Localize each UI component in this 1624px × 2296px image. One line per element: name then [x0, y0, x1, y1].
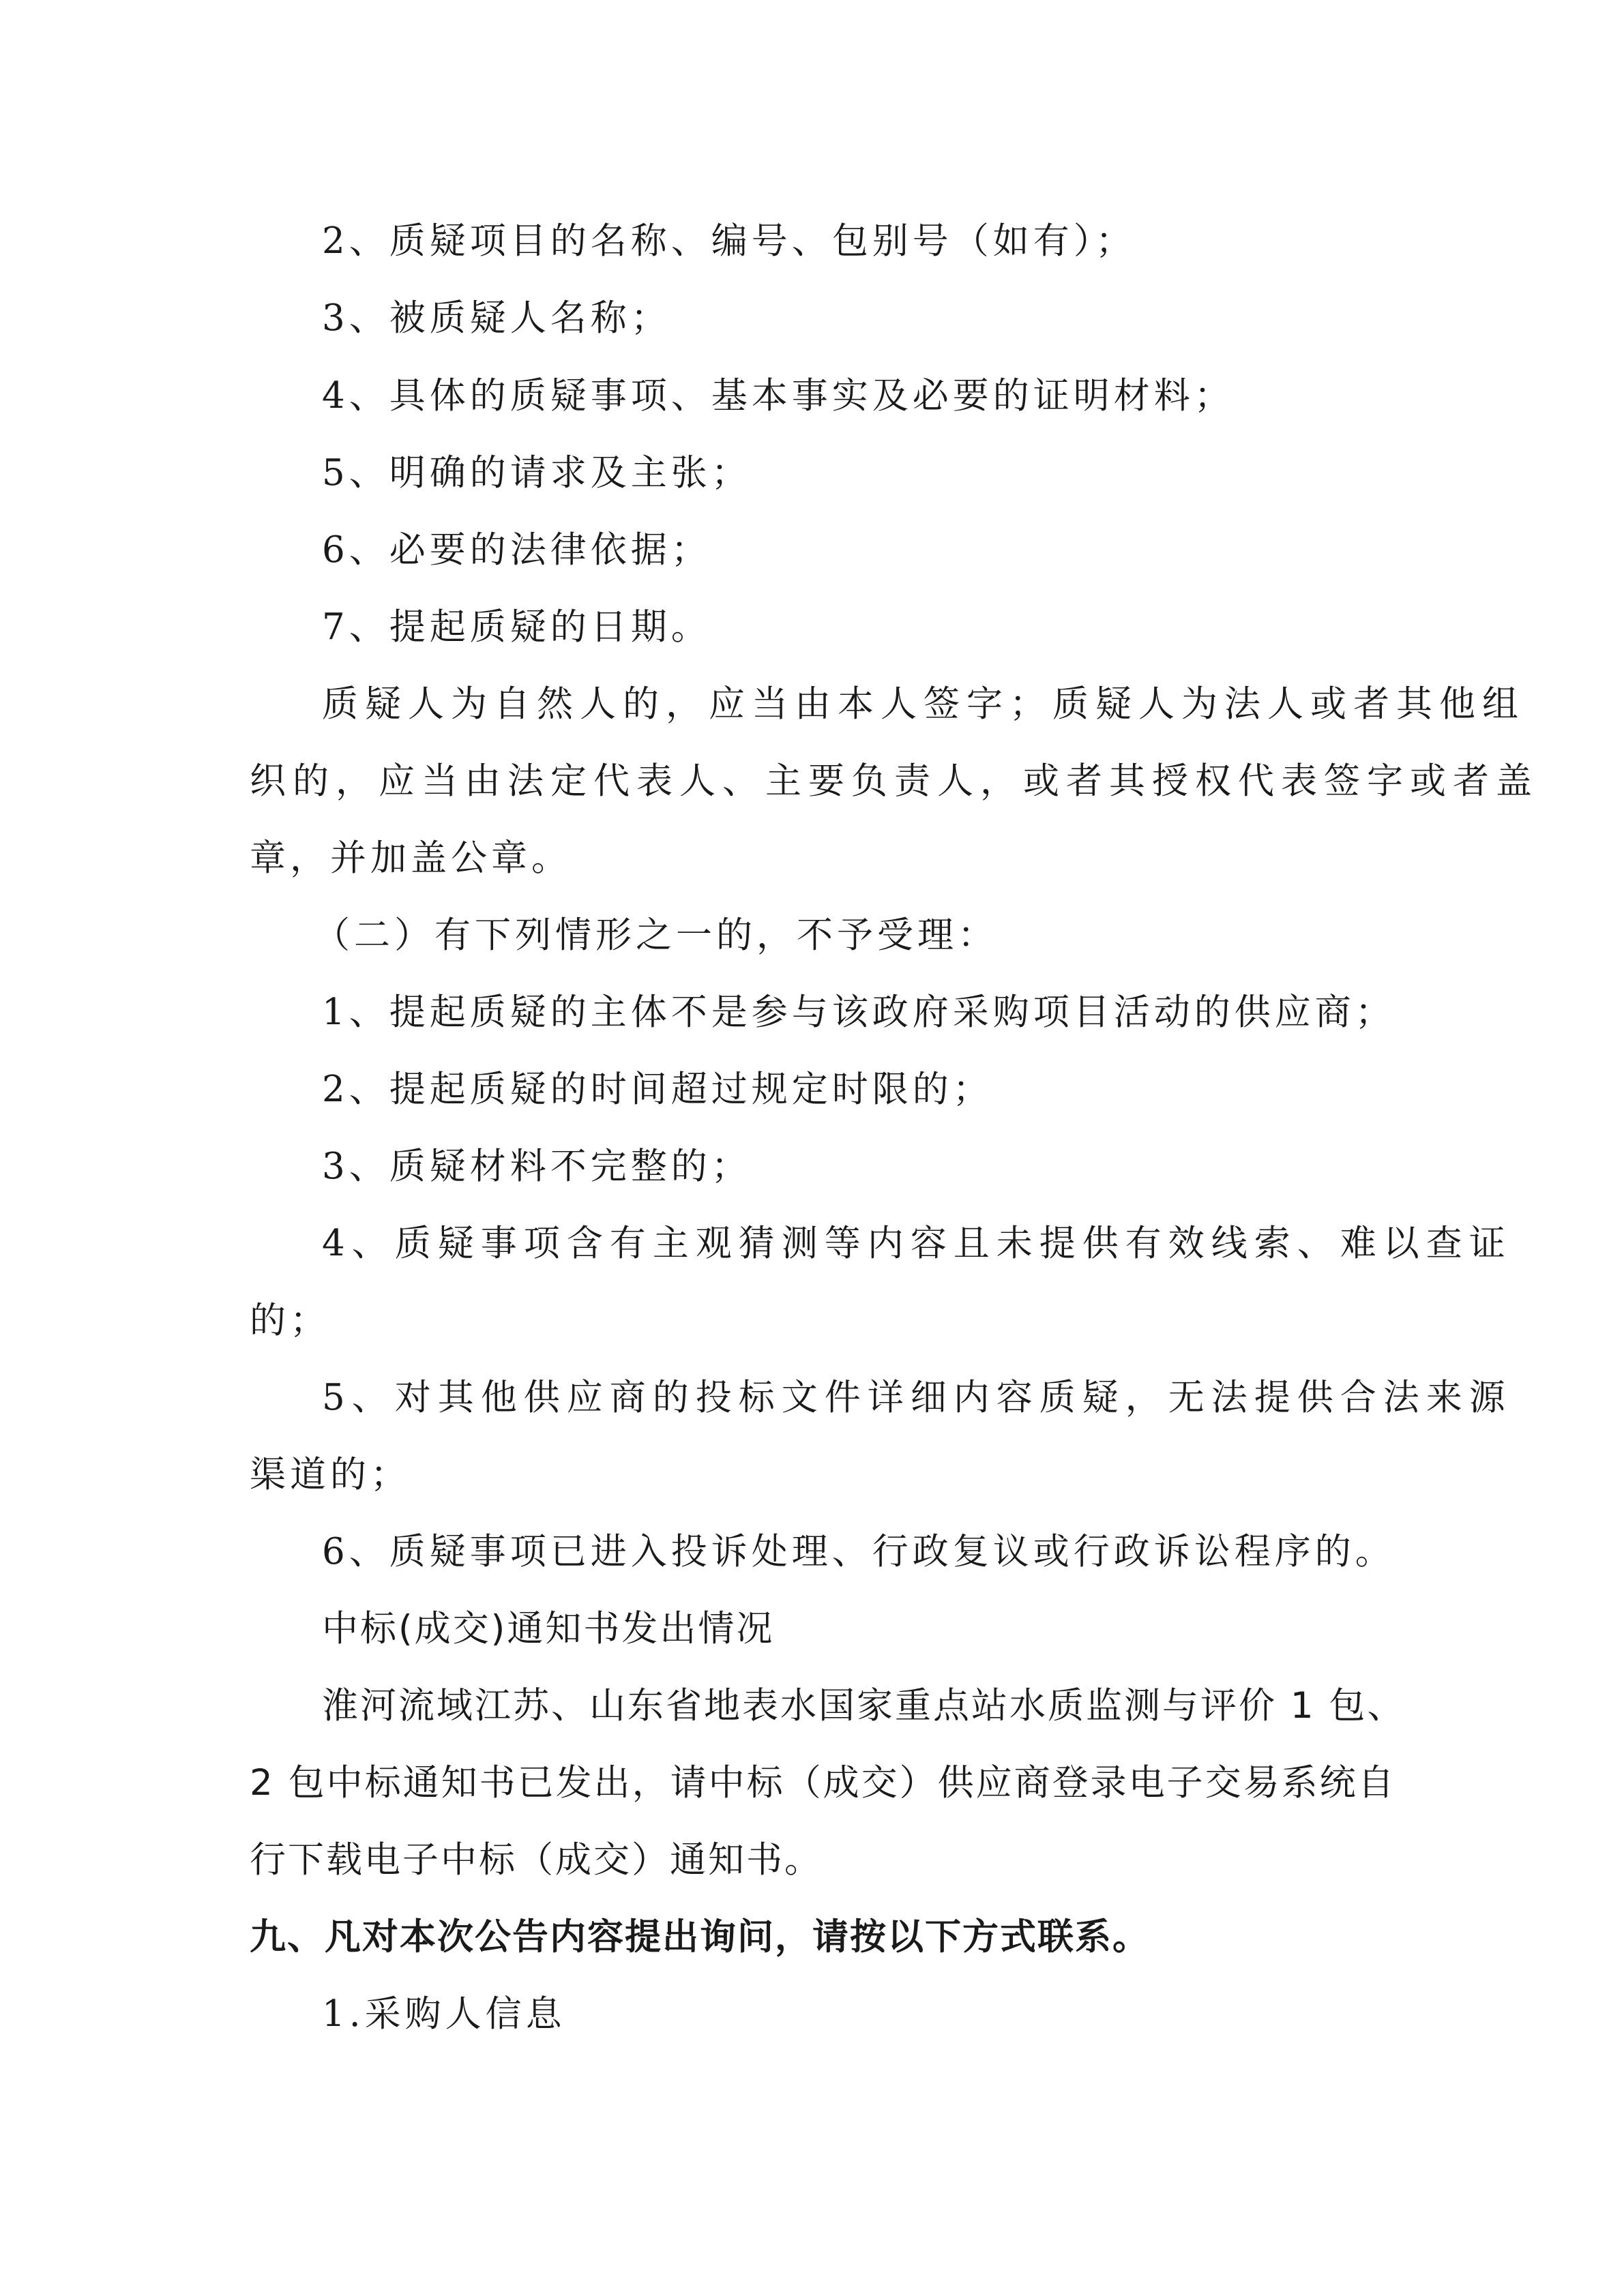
paragraph-line: 1、提起质疑的主体不是参与该政府采购项目活动的供应商； [322, 992, 1396, 1033]
paragraph-line: 7、提起质疑的日期。 [322, 606, 711, 648]
paragraph-line: 3、质疑材料不完整的； [322, 1146, 752, 1187]
paragraph-line: 4、质疑事项含有主观猜测等内容且未提供有效线索、难以查证 [322, 1223, 1512, 1264]
section-heading: 九、凡对本次公告内容提出询问，请按以下方式联系。 [250, 1916, 1150, 1958]
paragraph-line: 2、质疑项目的名称、编号、包别号（如有）； [322, 220, 1136, 262]
paragraph-line: 1.采购人信息 [322, 1993, 566, 2035]
paragraph-line: 织的，应当由法定代表人、主要负责人，或者其授权代表签字或者盖 [250, 760, 1539, 802]
section-heading: 中标(成交)通知书发出情况 [322, 1608, 775, 1650]
paragraph-line: 行下载电子中标（成交）通知书。 [250, 1839, 823, 1881]
paragraph-line: 质疑人为自然人的，应当由本人签字；质疑人为法人或者其他组 [322, 683, 1525, 725]
paragraph-line: 6、质疑事项已进入投诉处理、行政复议或行政诉讼程序的。 [322, 1531, 1396, 1572]
paragraph-line: 5、对其他供应商的投标文件详细内容质疑，无法提供合法来源 [322, 1377, 1512, 1418]
section-heading: （二）有下列情形之一的，不予受理： [314, 914, 998, 956]
paragraph-line: 淮河流域江苏、山东省地表水国家重点站水质监测与评价 1 包、 [322, 1685, 1406, 1727]
paragraph-line: 2 包中标通知书已发出，请中标（成交）供应商登录电子交易系统自 [250, 1762, 1396, 1804]
paragraph-line: 3、被质疑人名称； [322, 297, 671, 339]
paragraph-line: 4、具体的质疑事项、基本事实及必要的证明材料； [322, 375, 1235, 417]
paragraph-line: 的； [250, 1300, 330, 1341]
paragraph-line: 6、必要的法律依据； [322, 529, 711, 571]
paragraph-line: 渠道的； [250, 1454, 411, 1495]
paragraph-line: 章，并加盖公章。 [250, 837, 572, 879]
paragraph-line: 5、明确的请求及主张； [322, 452, 752, 494]
paragraph-line: 2、提起质疑的时间超过规定时限的； [322, 1069, 993, 1110]
